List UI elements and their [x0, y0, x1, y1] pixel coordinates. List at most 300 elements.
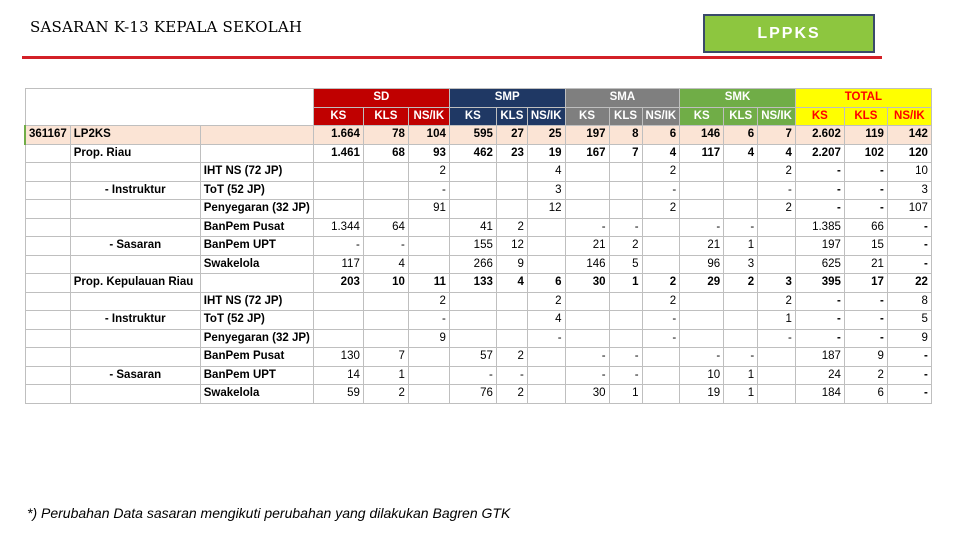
row-label-c3: ToT (52 JP)	[200, 311, 313, 330]
cell-tot-ks: 1.385	[795, 218, 844, 237]
cell-tot-ns-ik: 10	[887, 163, 931, 182]
row-label-c2	[70, 385, 200, 404]
row-label-c2	[70, 255, 200, 274]
cell-smp-kls: 2	[496, 385, 527, 404]
group-header-row	[25, 89, 931, 108]
cell-tot-ks: -	[795, 200, 844, 219]
cell-smk-ks: 117	[680, 144, 724, 163]
cell-smk-ns-ik	[758, 348, 796, 367]
cell-sd-kls: 78	[363, 126, 408, 145]
cell-tot-ns-ik: 5	[887, 311, 931, 330]
cell-sma-ks: 167	[565, 144, 609, 163]
cell-smk-kls: 4	[724, 144, 758, 163]
cell-sma-ks	[565, 311, 609, 330]
cell-sma-kls	[609, 311, 642, 330]
cell-sma-ks: 197	[565, 126, 609, 145]
row-label-c2	[70, 348, 200, 367]
cell-tot-ks: -	[795, 292, 844, 311]
cell-sma-ns-ik: 6	[642, 126, 680, 145]
cell-smk-ns-ik: 2	[758, 292, 796, 311]
title-divider	[22, 56, 882, 59]
row-label-c3: BanPem UPT	[200, 237, 313, 256]
subheader-sd-ns-ik: NS/IK	[408, 107, 449, 126]
subheader-tot-ns-ik: NS/IK	[887, 107, 931, 126]
cell-sma-kls: 2	[609, 237, 642, 256]
cell-tot-kls: 102	[844, 144, 887, 163]
cell-smk-ns-ik	[758, 385, 796, 404]
cell-smp-kls: 12	[496, 237, 527, 256]
row-label-c3	[200, 274, 313, 293]
cell-tot-ks: 625	[795, 255, 844, 274]
cell-smp-ks: 595	[449, 126, 496, 145]
cell-sma-ks	[565, 181, 609, 200]
cell-sd-kls	[363, 292, 408, 311]
cell-tot-kls: -	[844, 163, 887, 182]
cell-sd-ks: -	[313, 237, 363, 256]
cell-smk-kls: 1	[724, 366, 758, 385]
cell-tot-ks: -	[795, 181, 844, 200]
cell-sd-kls: 1	[363, 366, 408, 385]
cell-smk-ks	[680, 292, 724, 311]
row-label-c1	[25, 200, 70, 219]
lppks-badge[interactable]: LPPKS	[703, 14, 875, 53]
cell-smp-ks: 133	[449, 274, 496, 293]
cell-sma-kls: 1	[609, 385, 642, 404]
cell-tot-kls: -	[844, 311, 887, 330]
row-label-c1	[25, 144, 70, 163]
cell-smp-kls	[496, 292, 527, 311]
cell-tot-ns-ik: 22	[887, 274, 931, 293]
cell-smk-ks: 96	[680, 255, 724, 274]
cell-smk-ks	[680, 311, 724, 330]
cell-tot-ks: 395	[795, 274, 844, 293]
cell-tot-kls: 15	[844, 237, 887, 256]
cell-sma-kls: -	[609, 366, 642, 385]
table-row	[25, 348, 931, 367]
cell-smp-ns-ik: 6	[527, 274, 565, 293]
table-row	[25, 255, 931, 274]
cell-smk-ns-ik: 7	[758, 126, 796, 145]
row-label-c2: Prop. Kepulauan Riau	[70, 274, 200, 293]
row-label-c2: - Sasaran	[70, 366, 200, 385]
cell-sma-kls: -	[609, 348, 642, 367]
cell-smp-ns-ik: 3	[527, 181, 565, 200]
cell-tot-ks: -	[795, 163, 844, 182]
cell-smp-ks: 266	[449, 255, 496, 274]
cell-smp-ks	[449, 163, 496, 182]
cell-sd-ks: 203	[313, 274, 363, 293]
table-row	[25, 274, 931, 293]
cell-sma-ks: -	[565, 218, 609, 237]
cell-sma-ns-ik: 2	[642, 163, 680, 182]
cell-smp-ks	[449, 329, 496, 348]
subheader-smk-ks: KS	[680, 107, 724, 126]
table-row	[25, 181, 931, 200]
subheader-smp-kls: KLS	[496, 107, 527, 126]
cell-sma-ns-ik	[642, 255, 680, 274]
cell-tot-kls: -	[844, 181, 887, 200]
cell-smp-kls	[496, 311, 527, 330]
cell-sma-kls: 8	[609, 126, 642, 145]
cell-sd-ns-ik: -	[408, 181, 449, 200]
cell-tot-ks: 197	[795, 237, 844, 256]
cell-tot-ns-ik: 142	[887, 126, 931, 145]
cell-tot-ks: 184	[795, 385, 844, 404]
row-label-c2: - Sasaran	[70, 237, 200, 256]
subheader-smp-ns-ik: NS/IK	[527, 107, 565, 126]
cell-smp-ns-ik: 4	[527, 311, 565, 330]
cell-sd-kls	[363, 311, 408, 330]
cell-smk-ns-ik: 4	[758, 144, 796, 163]
row-label-c1	[25, 163, 70, 182]
cell-tot-ns-ik: 8	[887, 292, 931, 311]
cell-smk-ns-ik: 1	[758, 311, 796, 330]
page-title: SASARAN K-13 KEPALA SEKOLAH	[30, 18, 303, 36]
cell-smk-ns-ik: 2	[758, 200, 796, 219]
row-label-c3	[200, 126, 313, 145]
cell-sd-ks: 1.461	[313, 144, 363, 163]
cell-sd-ks	[313, 292, 363, 311]
cell-smk-ks	[680, 163, 724, 182]
row-label-c3: Swakelola	[200, 385, 313, 404]
cell-smk-ks: 19	[680, 385, 724, 404]
cell-sd-ns-ik: 91	[408, 200, 449, 219]
cell-smk-kls: 1	[724, 385, 758, 404]
cell-sd-kls: 2	[363, 385, 408, 404]
cell-sd-ks: 130	[313, 348, 363, 367]
cell-smk-kls: 1	[724, 237, 758, 256]
row-label-c1	[25, 274, 70, 293]
cell-sd-ks	[313, 200, 363, 219]
subheader-sd-kls: KLS	[363, 107, 408, 126]
cell-tot-kls: 17	[844, 274, 887, 293]
subheader-sma-ns-ik: NS/IK	[642, 107, 680, 126]
cell-sd-kls: 4	[363, 255, 408, 274]
cell-smp-ks	[449, 311, 496, 330]
cell-sd-ns-ik	[408, 237, 449, 256]
cell-smk-ns-ik	[758, 218, 796, 237]
cell-smp-ns-ik	[527, 237, 565, 256]
cell-sma-ks: -	[565, 348, 609, 367]
cell-tot-kls: 66	[844, 218, 887, 237]
sasaran-table	[24, 88, 932, 404]
cell-smp-ks: 57	[449, 348, 496, 367]
row-label-c2	[70, 200, 200, 219]
cell-smp-ks	[449, 181, 496, 200]
row-label-c1	[25, 218, 70, 237]
cell-sma-ns-ik	[642, 348, 680, 367]
cell-sma-ks: 21	[565, 237, 609, 256]
table-row	[25, 366, 931, 385]
cell-sma-ks: -	[565, 366, 609, 385]
row-label-c2: - Instruktur	[70, 311, 200, 330]
cell-smp-kls: 9	[496, 255, 527, 274]
cell-smk-kls: -	[724, 348, 758, 367]
cell-smk-ks: 10	[680, 366, 724, 385]
cell-smp-kls	[496, 181, 527, 200]
cell-smp-ns-ik: 25	[527, 126, 565, 145]
cell-smk-ks: 29	[680, 274, 724, 293]
table-row	[25, 292, 931, 311]
sub-header-row	[25, 107, 931, 126]
cell-tot-ns-ik: -	[887, 218, 931, 237]
row-label-c1	[25, 329, 70, 348]
cell-sd-kls: -	[363, 237, 408, 256]
cell-tot-ks: 2.207	[795, 144, 844, 163]
cell-smk-ks: -	[680, 348, 724, 367]
cell-sma-ns-ik: 2	[642, 274, 680, 293]
cell-smp-ns-ik: 19	[527, 144, 565, 163]
row-label-c3: IHT NS (72 JP)	[200, 163, 313, 182]
cell-smp-ns-ik: -	[527, 329, 565, 348]
cell-sma-ks: 30	[565, 274, 609, 293]
cell-smp-ks	[449, 200, 496, 219]
subheader-sma-ks: KS	[565, 107, 609, 126]
row-label-c1	[25, 366, 70, 385]
cell-smk-kls: 3	[724, 255, 758, 274]
cell-tot-ns-ik: -	[887, 348, 931, 367]
row-label-c1: 361167	[25, 126, 70, 145]
cell-tot-kls: 21	[844, 255, 887, 274]
footnote: *) Perubahan Data sasaran mengikuti perubahan yang dilakukan Bagren GTK	[27, 505, 511, 521]
cell-smp-ks: 155	[449, 237, 496, 256]
cell-smp-kls: 4	[496, 274, 527, 293]
cell-tot-ks: 2.602	[795, 126, 844, 145]
group-header-sma: SMA	[565, 89, 680, 108]
cell-sd-kls: 7	[363, 348, 408, 367]
cell-tot-ns-ik: -	[887, 237, 931, 256]
cell-tot-ns-ik: -	[887, 385, 931, 404]
cell-smk-ks	[680, 200, 724, 219]
cell-sma-ks: 146	[565, 255, 609, 274]
table-row	[25, 163, 931, 182]
cell-smp-ns-ik: 12	[527, 200, 565, 219]
cell-sd-ns-ik	[408, 366, 449, 385]
cell-tot-ns-ik: 9	[887, 329, 931, 348]
cell-smp-kls: 2	[496, 218, 527, 237]
cell-smk-ns-ik: -	[758, 181, 796, 200]
cell-tot-kls: -	[844, 292, 887, 311]
cell-smp-kls: -	[496, 366, 527, 385]
cell-smk-ks	[680, 181, 724, 200]
row-label-c2	[70, 163, 200, 182]
row-label-c1	[25, 255, 70, 274]
cell-tot-ns-ik: 107	[887, 200, 931, 219]
cell-tot-ns-ik: 3	[887, 181, 931, 200]
cell-smk-kls	[724, 163, 758, 182]
cell-smp-ks: 462	[449, 144, 496, 163]
subheader-smp-ks: KS	[449, 107, 496, 126]
cell-smk-kls	[724, 200, 758, 219]
cell-sma-ns-ik	[642, 237, 680, 256]
cell-sma-kls: 5	[609, 255, 642, 274]
cell-sd-ns-ik	[408, 255, 449, 274]
cell-sma-ns-ik	[642, 218, 680, 237]
row-label-c2: - Instruktur	[70, 181, 200, 200]
cell-tot-kls: 6	[844, 385, 887, 404]
cell-smp-ks: -	[449, 366, 496, 385]
cell-sd-ns-ik: -	[408, 311, 449, 330]
cell-sma-ks	[565, 329, 609, 348]
cell-smk-ns-ik: -	[758, 329, 796, 348]
cell-tot-kls: 2	[844, 366, 887, 385]
row-label-c3	[200, 144, 313, 163]
cell-smp-ns-ik	[527, 348, 565, 367]
cell-smk-ks: -	[680, 218, 724, 237]
cell-smp-ns-ik	[527, 366, 565, 385]
group-header-smk: SMK	[680, 89, 796, 108]
cell-smp-kls	[496, 200, 527, 219]
cell-sma-ks: 30	[565, 385, 609, 404]
cell-sma-ns-ik: 4	[642, 144, 680, 163]
cell-sd-kls: 10	[363, 274, 408, 293]
cell-tot-ns-ik: -	[887, 366, 931, 385]
cell-sd-ns-ik: 11	[408, 274, 449, 293]
cell-smk-ks	[680, 329, 724, 348]
cell-tot-kls: -	[844, 200, 887, 219]
cell-sma-kls: 7	[609, 144, 642, 163]
table-row	[25, 200, 931, 219]
row-label-c1	[25, 311, 70, 330]
row-label-c2: Prop. Riau	[70, 144, 200, 163]
row-label-c3: Penyegaran (32 JP)	[200, 200, 313, 219]
cell-sma-ks	[565, 200, 609, 219]
row-label-c2	[70, 218, 200, 237]
cell-tot-ks: 187	[795, 348, 844, 367]
cell-sd-ks	[313, 163, 363, 182]
group-header-tot: TOTAL	[795, 89, 931, 108]
group-header-sd: SD	[313, 89, 449, 108]
row-label-c3: BanPem UPT	[200, 366, 313, 385]
row-label-c3: Penyegaran (32 JP)	[200, 329, 313, 348]
cell-sd-ks: 117	[313, 255, 363, 274]
cell-sd-kls: 64	[363, 218, 408, 237]
cell-tot-ns-ik: -	[887, 255, 931, 274]
subheader-sma-kls: KLS	[609, 107, 642, 126]
cell-sd-ks	[313, 329, 363, 348]
cell-sma-ns-ik: -	[642, 181, 680, 200]
cell-smp-ns-ik	[527, 218, 565, 237]
row-label-c1	[25, 292, 70, 311]
cell-sma-kls	[609, 329, 642, 348]
table-row	[25, 385, 931, 404]
cell-sma-kls	[609, 292, 642, 311]
cell-sd-ns-ik	[408, 348, 449, 367]
subheader-tot-kls: KLS	[844, 107, 887, 126]
row-label-c2: LP2KS	[70, 126, 200, 145]
table-row	[25, 311, 931, 330]
cell-sd-ks	[313, 311, 363, 330]
cell-tot-ks: -	[795, 311, 844, 330]
cell-sd-kls	[363, 181, 408, 200]
cell-sd-ns-ik	[408, 218, 449, 237]
cell-tot-kls: 9	[844, 348, 887, 367]
cell-sma-ks	[565, 292, 609, 311]
table-row	[25, 126, 931, 145]
cell-sd-kls	[363, 329, 408, 348]
cell-sma-ns-ik: 2	[642, 200, 680, 219]
cell-smp-ns-ik: 2	[527, 292, 565, 311]
table-row	[25, 329, 931, 348]
cell-sd-ks	[313, 181, 363, 200]
cell-smk-ks: 146	[680, 126, 724, 145]
cell-tot-ks: -	[795, 329, 844, 348]
cell-sd-ks: 59	[313, 385, 363, 404]
cell-smk-ns-ik	[758, 237, 796, 256]
cell-sd-ks: 14	[313, 366, 363, 385]
cell-smp-ks	[449, 292, 496, 311]
cell-sma-ns-ik: 2	[642, 292, 680, 311]
cell-sd-ns-ik: 2	[408, 292, 449, 311]
cell-sma-ks	[565, 163, 609, 182]
cell-sma-ns-ik	[642, 366, 680, 385]
cell-smk-ks: 21	[680, 237, 724, 256]
cell-sma-kls: 1	[609, 274, 642, 293]
cell-smk-kls: 2	[724, 274, 758, 293]
table-row	[25, 237, 931, 256]
cell-smp-kls: 2	[496, 348, 527, 367]
cell-smp-ks: 76	[449, 385, 496, 404]
cell-sma-kls	[609, 163, 642, 182]
cell-sd-ns-ik: 104	[408, 126, 449, 145]
cell-smp-ns-ik	[527, 255, 565, 274]
cell-sma-ns-ik: -	[642, 329, 680, 348]
row-label-c2	[70, 329, 200, 348]
cell-sma-kls	[609, 200, 642, 219]
row-label-c1	[25, 237, 70, 256]
row-label-c3: BanPem Pusat	[200, 348, 313, 367]
cell-tot-kls: -	[844, 329, 887, 348]
cell-sd-kls: 68	[363, 144, 408, 163]
cell-sd-ns-ik: 93	[408, 144, 449, 163]
row-label-c3: ToT (52 JP)	[200, 181, 313, 200]
cell-sd-ks: 1.664	[313, 126, 363, 145]
row-label-c1	[25, 181, 70, 200]
cell-sd-ns-ik: 2	[408, 163, 449, 182]
cell-sma-kls: -	[609, 218, 642, 237]
cell-sma-ns-ik	[642, 385, 680, 404]
row-label-c3: Swakelola	[200, 255, 313, 274]
cell-smp-kls: 27	[496, 126, 527, 145]
row-label-c3: IHT NS (72 JP)	[200, 292, 313, 311]
row-label-c1	[25, 385, 70, 404]
cell-sd-kls	[363, 163, 408, 182]
table-row	[25, 218, 931, 237]
cell-tot-kls: 119	[844, 126, 887, 145]
cell-smk-ns-ik: 3	[758, 274, 796, 293]
row-label-c3: BanPem Pusat	[200, 218, 313, 237]
cell-smk-ns-ik	[758, 366, 796, 385]
cell-sd-ks: 1.344	[313, 218, 363, 237]
cell-smp-kls	[496, 163, 527, 182]
group-header-smp: SMP	[449, 89, 565, 108]
cell-smk-kls	[724, 292, 758, 311]
cell-smp-ns-ik	[527, 385, 565, 404]
row-label-c2	[70, 292, 200, 311]
subheader-smk-ns-ik: NS/IK	[758, 107, 796, 126]
cell-smk-kls: 6	[724, 126, 758, 145]
table-row	[25, 144, 931, 163]
cell-tot-ks: 24	[795, 366, 844, 385]
subheader-smk-kls: KLS	[724, 107, 758, 126]
cell-sd-kls	[363, 200, 408, 219]
subheader-sd-ks: KS	[313, 107, 363, 126]
cell-sd-ns-ik	[408, 385, 449, 404]
cell-smk-ns-ik	[758, 255, 796, 274]
cell-tot-ns-ik: 120	[887, 144, 931, 163]
subheader-tot-ks: KS	[795, 107, 844, 126]
cell-smp-kls	[496, 329, 527, 348]
